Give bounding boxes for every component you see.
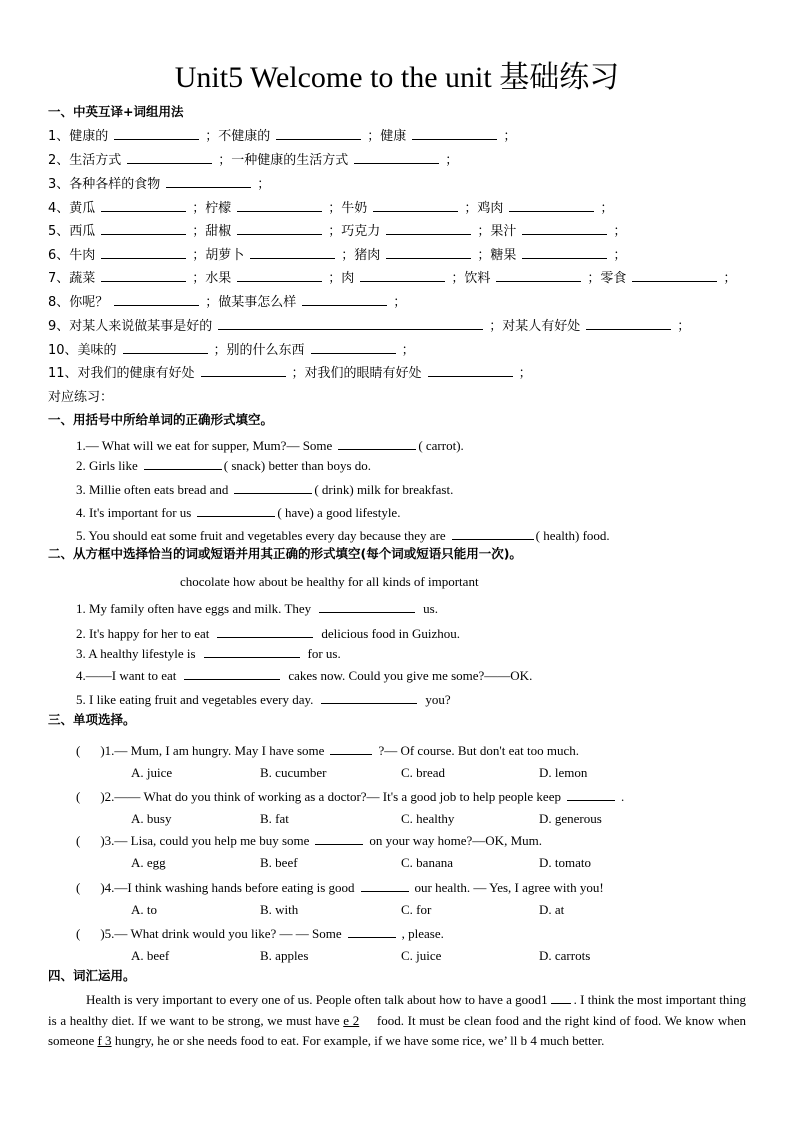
passage-part-3: food. It must be clean food and the right kind of food. We know when someone (48, 1012, 747, 1048)
answer-blank[interactable] (217, 625, 313, 638)
answer-paren-space[interactable] (83, 880, 97, 892)
item-text: ( health) food. (535, 528, 610, 543)
question-blank[interactable] (348, 925, 396, 938)
answer-blank[interactable] (250, 246, 335, 259)
question-paren: ( (76, 880, 81, 895)
row-text: ；健康 (367, 129, 407, 144)
answer-blank[interactable] (522, 222, 607, 235)
ex2-item (76, 667, 532, 684)
question-stem: )1.— Mum, I am hungry. May I have some (100, 743, 325, 758)
question-stem: , please. (401, 926, 444, 941)
answer-paren-space[interactable] (83, 833, 97, 845)
item-text: us. (423, 601, 438, 616)
ex2-item (76, 645, 341, 662)
answer-blank[interactable] (509, 199, 594, 212)
answer-blank[interactable] (338, 437, 416, 450)
row-text: ； (677, 319, 691, 334)
question-blank[interactable] (567, 788, 615, 801)
item-text: 1.— What will we eat for supper, Mum?— Some (76, 438, 333, 453)
row-text: 1、健康的 (48, 129, 109, 144)
ex1-item (76, 504, 400, 521)
row-text: ；对某人有好处 (489, 319, 581, 334)
answer-blank[interactable] (360, 269, 445, 282)
translation-row (48, 315, 690, 334)
blank-2[interactable]: e 2 (343, 1012, 360, 1028)
row-text: 9、对某人来说做某事是好的 (48, 319, 213, 334)
ex1-item (76, 527, 610, 544)
answer-blank[interactable] (123, 341, 208, 354)
answer-blank[interactable] (197, 504, 275, 517)
question-stem: . (620, 789, 625, 804)
item-text: 5. You should eat some fruit and vegetables every day because they are (76, 528, 446, 543)
item-text: 4.——I want to eat (76, 668, 177, 683)
option-c[interactable]: C. juice (401, 948, 442, 963)
translation-row (48, 197, 613, 216)
translation-row (48, 267, 736, 286)
translation-row (48, 362, 532, 381)
row-text: ；巧克力 (328, 224, 381, 239)
row-text: 7、蔬菜 (48, 271, 96, 286)
ex2-heading: 二、从方框中选择恰当的词或短语并用其正确的形式填空(每个词或短语只能用一次)。 (48, 546, 522, 561)
ex2-item (76, 600, 438, 617)
option-a[interactable]: A. egg (131, 855, 166, 870)
row-text: ；肉 (328, 271, 355, 286)
item-text: delicious food in Guizhou. (321, 626, 461, 641)
answer-paren-space[interactable] (83, 789, 97, 801)
row-text: 10、美味的 (48, 343, 117, 358)
passage-part-2: . I think the most important thing is a healthy diet. If we want to be strong, we must have (48, 992, 746, 1028)
row-text: ；零食 (587, 271, 627, 286)
answer-blank[interactable] (237, 269, 322, 282)
item-text: 3. A healthy lifestyle is (76, 646, 196, 661)
option-b[interactable]: B. cucumber (260, 765, 327, 780)
question-paren: ( (76, 743, 81, 758)
option-b[interactable]: B. beef (260, 855, 298, 870)
translation-row (48, 149, 458, 168)
practice-label: 对应练习： (48, 390, 114, 405)
item-text: ( carrot). (418, 438, 464, 453)
row-text: ； (401, 343, 415, 358)
row-text: ； (600, 201, 614, 216)
answer-blank[interactable] (127, 151, 212, 164)
row-text: ； (518, 366, 532, 381)
passage-part-4: hungry, he or she needs food to eat. For example, if we have some rice, we’ ll b 4 much better. (114, 1033, 605, 1048)
ex1-item (76, 481, 453, 498)
row-text: ； (723, 271, 737, 286)
question-blank[interactable] (361, 879, 409, 892)
option-d[interactable]: D. at (539, 902, 565, 917)
item-text: ( drink) milk for breakfast. (314, 482, 454, 497)
option-a[interactable]: A. beef (131, 948, 170, 963)
option-d[interactable]: D. lemon (539, 765, 588, 780)
item-text: 1. My family often have eggs and milk. They (76, 601, 312, 616)
page-title: Unit5 Welcome to the unit 基础练习 (174, 61, 620, 94)
ex4-passage (48, 990, 746, 1052)
item-text: you? (425, 692, 451, 707)
option-c[interactable]: C. healthy (401, 811, 455, 826)
answer-blank[interactable] (373, 199, 458, 212)
mc-question (76, 879, 604, 896)
answer-blank[interactable] (632, 269, 717, 282)
translation-row (48, 173, 270, 192)
answer-blank[interactable] (276, 127, 361, 140)
answer-blank[interactable] (412, 127, 497, 140)
mc-question (76, 742, 579, 759)
option-c[interactable]: C. for (401, 902, 432, 917)
item-text: 2. It's happy for her to eat (76, 626, 210, 641)
row-text: 8、你呢？ (48, 295, 109, 310)
row-text: ；水果 (192, 271, 232, 286)
row-text: 6、牛肉 (48, 248, 96, 263)
translation-row (48, 244, 626, 263)
answer-blank[interactable] (101, 269, 186, 282)
row-text: ；不健康的 (205, 129, 271, 144)
option-c[interactable]: C. banana (401, 855, 453, 870)
answer-blank[interactable] (354, 151, 439, 164)
row-text: ；一种健康的生活方式 (218, 153, 349, 168)
question-stem: )5.— What drink would you like? — — Some (100, 926, 342, 941)
answer-blank[interactable] (184, 667, 280, 680)
answer-paren-space[interactable] (83, 743, 97, 755)
row-text: ；猪肉 (341, 248, 381, 263)
ex1-item (76, 437, 464, 454)
row-text: ； (613, 248, 627, 263)
question-stem: )3.— Lisa, could you help me buy some (100, 833, 310, 848)
translation-row (48, 125, 516, 144)
option-b[interactable]: B. with (260, 902, 299, 917)
answer-blank[interactable] (452, 527, 534, 540)
question-stem: )2.—— What do you think of working as a doctor?— It's a good job to help people keep (100, 789, 561, 804)
answer-blank[interactable] (386, 246, 471, 259)
answer-blank[interactable] (586, 317, 671, 330)
answer-blank[interactable] (101, 199, 186, 212)
answer-blank[interactable] (319, 600, 415, 613)
answer-blank[interactable] (201, 364, 286, 377)
answer-blank[interactable] (311, 341, 396, 354)
passage-part-1: Health is very important to every one of us. People often talk about how to have a good1 (86, 992, 548, 1007)
option-a[interactable]: A. juice (131, 765, 173, 780)
option-d[interactable]: D. tomato (539, 855, 591, 870)
row-text: ；做某事怎么样 (205, 295, 297, 310)
answer-blank[interactable] (101, 222, 186, 235)
row-text: 5、西瓜 (48, 224, 96, 239)
row-text: 4、黄瓜 (48, 201, 96, 216)
question-paren: ( (76, 789, 81, 804)
option-c[interactable]: C. bread (401, 765, 446, 780)
answer-blank[interactable] (218, 317, 483, 330)
ex4-heading: 四、词汇运用。 (48, 968, 136, 983)
row-text: ；柠檬 (192, 201, 232, 216)
row-text: ；鸡肉 (464, 201, 504, 216)
row-text: ；胡萝卜 (192, 248, 245, 263)
item-text: cakes now. Could you give me some?——OK. (288, 668, 533, 683)
item-text: for us. (307, 646, 341, 661)
row-text: ； (503, 129, 517, 144)
row-text: ；别的什么东西 (213, 343, 305, 358)
blank-1[interactable] (551, 991, 571, 1004)
question-blank[interactable] (330, 742, 372, 755)
item-text: 2. Girls like (76, 458, 138, 473)
answer-blank[interactable] (237, 222, 322, 235)
answer-blank[interactable] (144, 457, 222, 470)
part1-heading: 一、中英互译+词组用法 (48, 104, 184, 119)
row-text: 2、生活方式 (48, 153, 122, 168)
translation-row (48, 220, 626, 239)
row-text: ； (257, 177, 271, 192)
answer-blank[interactable] (321, 691, 417, 704)
row-text: ；饮料 (451, 271, 491, 286)
option-a[interactable]: A. busy (131, 811, 172, 826)
option-a[interactable]: A. to (131, 902, 157, 917)
item-text: ( have) a good lifestyle. (277, 505, 401, 520)
row-text: ； (613, 224, 627, 239)
answer-blank[interactable] (237, 199, 322, 212)
question-paren: ( (76, 833, 81, 848)
question-blank[interactable] (315, 832, 363, 845)
item-text: 4. It's important for us (76, 505, 192, 520)
row-text: 3、各种各样的食物 (48, 177, 161, 192)
question-paren: ( (76, 926, 81, 941)
item-text: ( snack) better than boys do. (223, 458, 372, 473)
answer-blank[interactable] (114, 293, 199, 306)
option-d[interactable]: D. carrots (539, 948, 591, 963)
row-text: ； (393, 295, 407, 310)
option-b[interactable]: B. apples (260, 948, 309, 963)
translation-row (48, 339, 415, 358)
mc-question (76, 832, 542, 849)
mc-question (76, 788, 624, 805)
word-box: chocolate how about be healthy for all kinds of important (180, 574, 479, 589)
translation-row (48, 291, 406, 310)
ex2-item (76, 625, 460, 642)
row-text: ；牛奶 (328, 201, 368, 216)
answer-blank[interactable] (386, 222, 471, 235)
question-stem: on your way home?—OK, Mum. (369, 833, 542, 848)
row-text: ； (445, 153, 459, 168)
ex1-heading: 一、用括号中所给单词的正确形式填空。 (48, 412, 274, 427)
answer-paren-space[interactable] (83, 926, 97, 938)
answer-blank[interactable] (101, 246, 186, 259)
row-text: ；糖果 (477, 248, 517, 263)
question-stem: ?— Of course. But don't eat too much. (378, 743, 579, 758)
answer-blank[interactable] (302, 293, 387, 306)
answer-blank[interactable] (204, 645, 300, 658)
row-text: 11、对我们的健康有好处 (48, 366, 195, 381)
question-stem: )4.—I think washing hands before eating is good (100, 880, 355, 895)
answer-blank[interactable] (114, 127, 199, 140)
question-stem: our health. — Yes, I agree with you! (414, 880, 604, 895)
mc-question (76, 925, 444, 942)
answer-blank[interactable] (522, 246, 607, 259)
ex1-item (76, 457, 371, 474)
answer-blank[interactable] (166, 175, 251, 188)
blank-3[interactable]: f 3 (97, 1033, 112, 1048)
ex2-item (76, 691, 451, 708)
option-b[interactable]: B. fat (260, 811, 289, 826)
answer-blank[interactable] (496, 269, 581, 282)
row-text: ；果汁 (477, 224, 517, 239)
ex3-heading: 三、单项选择。 (48, 712, 136, 727)
row-text: ；甜椒 (192, 224, 232, 239)
item-text: 3. Millie often eats bread and (76, 482, 229, 497)
item-text: 5. I like eating fruit and vegetables every day. (76, 692, 314, 707)
option-d[interactable]: D. generous (539, 811, 602, 826)
answer-blank[interactable] (428, 364, 513, 377)
answer-blank[interactable] (234, 481, 312, 494)
row-text: ；对我们的眼睛有好处 (291, 366, 422, 381)
